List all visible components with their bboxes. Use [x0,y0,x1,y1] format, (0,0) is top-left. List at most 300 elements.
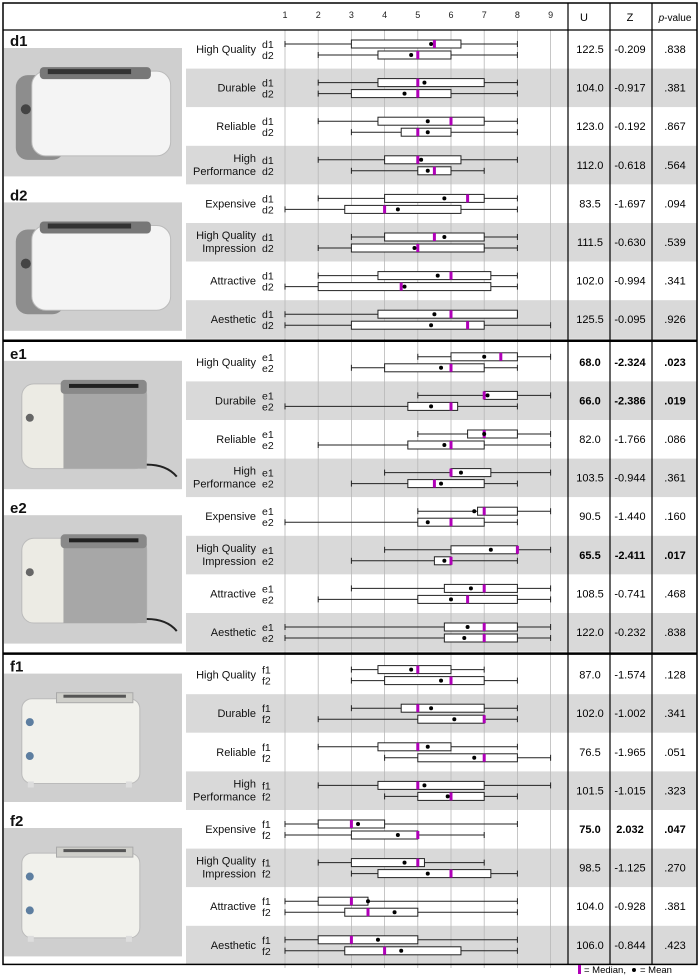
median-mark [483,715,486,723]
product-code: f1 [262,741,271,754]
median-mark [450,272,453,280]
u-value: 82.0 [579,434,601,446]
median-mark [416,90,419,98]
mean-dot [356,822,360,826]
d-toaster-photo [4,202,182,330]
z-value: -0.232 [614,627,646,639]
product-code: d2 [262,50,274,62]
product-code: f2 [262,945,271,958]
u-value: 102.0 [576,708,604,721]
mean-dot [432,312,436,316]
x-tick-labels [282,10,553,20]
p-value: .160 [664,511,686,524]
p-value: .094 [664,198,686,211]
x-tick-label: 3 [348,10,354,20]
attribute-label-line: High Quality [196,230,256,242]
product-code: e2 [262,633,274,645]
iqr-box [378,272,491,280]
median-mark [433,480,436,488]
p-value: .323 [664,785,686,798]
x-tick-label: 7 [481,10,487,20]
p-value: .361 [664,472,686,485]
median-mark [516,546,519,554]
mean-dot [426,130,430,134]
iqr-box [385,194,485,202]
p-value: .086 [664,434,686,446]
product-code: e2 [262,478,274,491]
mean-dot [426,520,430,524]
mean-dot [446,794,450,798]
mean-dot [436,274,440,278]
mean-dot [422,783,426,787]
mean-dot [393,910,397,914]
median-mark [450,117,453,125]
median-mark [416,79,419,87]
mean-dot [429,42,433,46]
median-mark [400,283,403,291]
p-value: .019 [664,395,686,408]
attribute-label: Attractive [210,588,256,601]
iqr-box [318,897,368,905]
mean-dot [366,899,370,903]
product-code: e2 [262,517,274,530]
x-tick-label: 6 [448,10,454,20]
attribute-label: High Quality [196,44,256,56]
product-code: f2 [262,791,271,804]
product-code: e2 [262,401,274,414]
iqr-box [351,40,461,48]
z-value: -1.766 [614,434,646,446]
product-code: d1 [262,154,274,167]
stat-column-headers [580,12,692,24]
product-code: d1 [262,39,274,51]
u-value: 75.0 [579,824,601,836]
mean-dot [429,404,433,408]
product-code: e1 [262,583,274,596]
u-value: 68.0 [579,356,601,369]
product-label: d1 [10,33,28,50]
u-value: 106.0 [576,939,604,952]
attribute-label: Reliable [216,746,256,759]
u-value: 123.0 [576,121,604,134]
z-column-header: Z [626,12,634,24]
z-value: -0.192 [614,121,646,134]
iqr-box [318,936,418,944]
iqr-box [378,79,484,87]
attribute-label: Expensive [205,198,256,211]
z-value: -0.917 [614,82,646,95]
p-value: .270 [664,862,686,875]
mean-dot [489,548,493,552]
product-code: e2 [262,555,274,568]
f-toaster-photo [4,828,182,956]
product-code: d1 [262,77,274,90]
u-value: 102.0 [576,275,604,288]
median-mark [350,936,353,944]
z-value: -0.095 [614,314,646,327]
p-value: .051 [664,746,686,759]
mean-dot [403,861,407,865]
z-value: -0.928 [614,901,646,914]
p-value-column-header: p-value [658,13,692,24]
iqr-box [451,546,517,554]
legend [578,965,672,976]
median-mark [433,233,436,241]
attribute-label: High Quality [196,356,256,369]
legend-median-label: = Median, [584,965,626,976]
median-mark [450,677,453,685]
product-code: d2 [262,127,274,140]
mean-dot [403,92,407,96]
product-code: f2 [262,752,271,765]
u-value: 104.0 [576,901,604,914]
median-mark [466,595,469,603]
median-mark [350,820,353,828]
median-mark [483,507,486,515]
product-code: e1 [262,506,274,519]
mean-dot [442,559,446,563]
mean-dot [419,158,423,162]
u-value: 65.5 [579,549,601,562]
mean-dot [399,949,403,953]
product-code: e2 [262,594,274,607]
u-value: 98.5 [579,862,601,875]
z-value: -1.697 [614,198,646,211]
median-mark [450,441,453,449]
product-code: f1 [262,857,271,870]
product-code: d2 [262,88,274,101]
product-code: d1 [262,193,274,206]
x-tick-label: 5 [415,10,421,20]
product-photos [4,33,182,956]
z-value: -1.574 [614,669,646,682]
median-mark [416,666,419,674]
p-value: .838 [664,627,686,639]
z-value: -2.411 [614,549,646,562]
median-mark [416,704,419,712]
median-mark [466,194,469,202]
product-code: d1 [262,309,274,322]
product-code: d2 [262,204,274,217]
product-code: f1 [262,780,271,793]
z-value: -1.002 [614,708,646,721]
u-value: 122.5 [576,44,604,56]
median-mark [416,128,419,136]
iqr-box [418,754,518,762]
iqr-box [378,781,484,789]
iqr-box [418,715,484,723]
product-code: d2 [262,320,274,333]
product-code: e1 [262,622,274,634]
product-code: d1 [262,116,274,129]
p-value: .381 [664,82,686,95]
iqr-box [378,743,451,751]
median-mark [483,584,486,592]
product-label: e2 [10,500,27,518]
p-value: .423 [664,939,686,952]
u-value: 111.5 [577,237,603,249]
iqr-box [451,469,491,477]
iqr-box [385,677,485,685]
median-mark [416,51,419,59]
product-code: d1 [262,232,274,244]
u-value: 108.5 [576,588,604,601]
attribute-label-line: High Quality [196,855,256,868]
z-value: -0.741 [614,588,646,601]
iqr-box [378,870,491,878]
u-value: 125.5 [576,314,604,327]
product-code: f2 [262,868,271,881]
product-code: f1 [262,664,271,677]
iqr-box [345,205,461,213]
iqr-box [444,623,517,631]
mean-dot [409,668,413,672]
mean-dot [412,246,416,250]
u-value: 90.5 [579,511,601,524]
attribute-label-line: High [233,778,256,791]
product-code: e2 [262,440,274,452]
mean-dot [469,586,473,590]
product-code: e2 [262,362,274,375]
mean-dot [439,366,443,370]
u-column-header: U [580,12,588,24]
z-value: -1.965 [614,746,646,759]
p-value: .341 [664,708,686,721]
attribute-label: Attractive [210,901,256,914]
attribute-label: Aesthetic [210,627,256,639]
attribute-label: Expensive [205,824,256,836]
product-code: f1 [262,703,271,716]
z-value: -1.125 [614,862,646,875]
mean-dot [472,509,476,513]
u-value: 76.5 [579,746,601,759]
iqr-box [378,51,451,59]
iqr-box [468,430,518,438]
attribute-label: Attractive [210,275,256,288]
iqr-box [385,364,485,372]
x-tick-label: 9 [548,10,554,20]
p-value: .047 [664,824,686,836]
median-mark [483,391,486,399]
attribute-label-line: Impression [202,868,256,881]
mean-dot [472,756,476,760]
attribute-label-line: Impression [202,243,256,255]
z-value: -2.324 [614,356,646,369]
median-mark [416,244,419,252]
mean-dot [439,482,443,486]
mean-dot [452,717,456,721]
mean-dot [422,81,426,85]
iqr-box [351,321,484,329]
mean-dot [426,872,430,876]
z-value: -0.618 [614,159,646,172]
mean-dot [482,432,486,436]
median-mark [483,623,486,631]
z-value: 2.032 [616,824,644,836]
x-tick-label: 2 [315,10,321,20]
p-value: .381 [664,901,686,914]
mean-dot [409,53,413,57]
median-mark [450,792,453,800]
attribute-label: High Quality [196,669,256,682]
product-code: e1 [262,351,274,364]
iqr-box [408,480,484,488]
p-value: .564 [664,159,686,172]
median-mark [450,469,453,477]
product-code: f2 [262,907,271,920]
mean-dot [429,706,433,710]
mean-dot [396,207,400,211]
mean-dot [462,636,466,640]
p-value: .341 [664,275,686,288]
p-value: .539 [664,237,686,249]
product-code: f1 [262,896,271,909]
mean-dot [439,679,443,683]
median-mark [483,754,486,762]
z-value: -0.944 [614,472,646,485]
product-code: e1 [262,467,274,480]
u-value: 83.5 [579,198,601,211]
attribute-label: Reliable [216,434,256,446]
u-value: 66.0 [579,395,601,408]
attribute-label-line: Performance [193,478,256,491]
median-mark [433,167,436,175]
median-mark [416,859,419,867]
median-mark [383,947,386,955]
u-value: 87.0 [579,669,601,682]
iqr-box [378,117,484,125]
product-code: f1 [262,819,271,831]
p-value: .128 [664,669,686,682]
iqr-box [351,831,417,839]
product-code: e1 [262,544,274,557]
legend-mean-label: = Mean [640,965,672,976]
attribute-label: Aesthetic [210,939,256,952]
mean-dot [426,119,430,123]
p-value: .838 [664,44,686,56]
iqr-box [444,584,517,592]
median-mark [433,40,436,48]
iqr-box [378,310,517,318]
u-value: 101.5 [576,785,604,798]
u-value: 112.0 [576,159,604,172]
mean-dot [449,597,453,601]
mean-dot [459,471,463,475]
p-value: .023 [664,356,686,369]
p-value: .867 [664,121,686,134]
product-code: d2 [262,243,274,255]
median-mark [383,205,386,213]
iqr-box [401,704,484,712]
median-mark [416,156,419,164]
z-value: -0.994 [614,275,646,288]
attribute-label-line: Performance [193,165,256,178]
product-code: e1 [262,429,274,441]
legend-median-mark [578,965,581,974]
median-mark [450,518,453,526]
e-toaster-photo [4,515,182,643]
product-label: e1 [10,345,27,363]
median-mark [367,908,370,916]
mean-dot [486,393,490,397]
iqr-box [444,634,517,642]
z-value: -1.015 [614,785,646,798]
mean-dot [442,196,446,200]
attribute-label: Durable [217,82,256,95]
median-mark [450,364,453,372]
z-value: -2.386 [614,395,646,408]
z-value: -0.630 [614,237,646,249]
x-tick-label: 8 [514,10,520,20]
product-code: d2 [262,281,274,294]
u-value: 103.5 [576,472,604,485]
u-value: 122.0 [576,627,604,639]
median-mark [450,402,453,410]
u-value: 104.0 [576,82,604,95]
product-code: f2 [262,830,271,842]
d-toaster-photo [4,48,182,176]
iqr-box [345,908,418,916]
attribute-label-line: Impression [202,555,256,568]
mean-dot [426,169,430,173]
iqr-box [351,859,424,867]
attribute-label-line: Performance [193,791,256,804]
attribute-label: Aesthetic [210,314,256,327]
median-mark [499,353,502,361]
e-toaster-photo [4,361,182,489]
median-mark [416,743,419,751]
product-label: d2 [10,187,28,205]
median-mark [450,870,453,878]
median-mark [416,781,419,789]
iqr-box [351,90,451,98]
mean-dot [429,323,433,327]
z-value: -1.440 [614,511,646,524]
iqr-box [378,666,451,674]
mean-dot [466,625,470,629]
attribute-label: Reliable [216,121,256,134]
p-value: .017 [664,549,686,562]
mean-dot [426,745,430,749]
mean-dot [396,833,400,837]
z-value: -0.844 [614,939,646,952]
p-value: .926 [664,314,686,327]
product-code: f2 [262,714,271,727]
p-value: .468 [664,588,686,601]
product-label: f2 [10,813,24,830]
mean-dot [442,443,446,447]
median-mark [416,831,419,839]
x-tick-label: 4 [382,10,388,20]
product-code: f2 [262,675,271,688]
product-code: e1 [262,390,274,403]
f-toaster-photo [4,674,182,802]
product-label: f1 [10,658,24,676]
z-value: -0.209 [614,44,646,56]
attribute-label: Durable [217,708,256,721]
median-mark [450,310,453,318]
mean-dot [482,355,486,359]
mean-dot [403,285,407,289]
attribute-label: Expensive [205,511,256,524]
mean-dot [376,938,380,942]
product-code: d1 [262,270,274,283]
median-mark [450,557,453,565]
mean-dot [442,235,446,239]
median-mark [466,321,469,329]
x-tick-label: 1 [282,10,288,20]
median-mark [483,634,486,642]
